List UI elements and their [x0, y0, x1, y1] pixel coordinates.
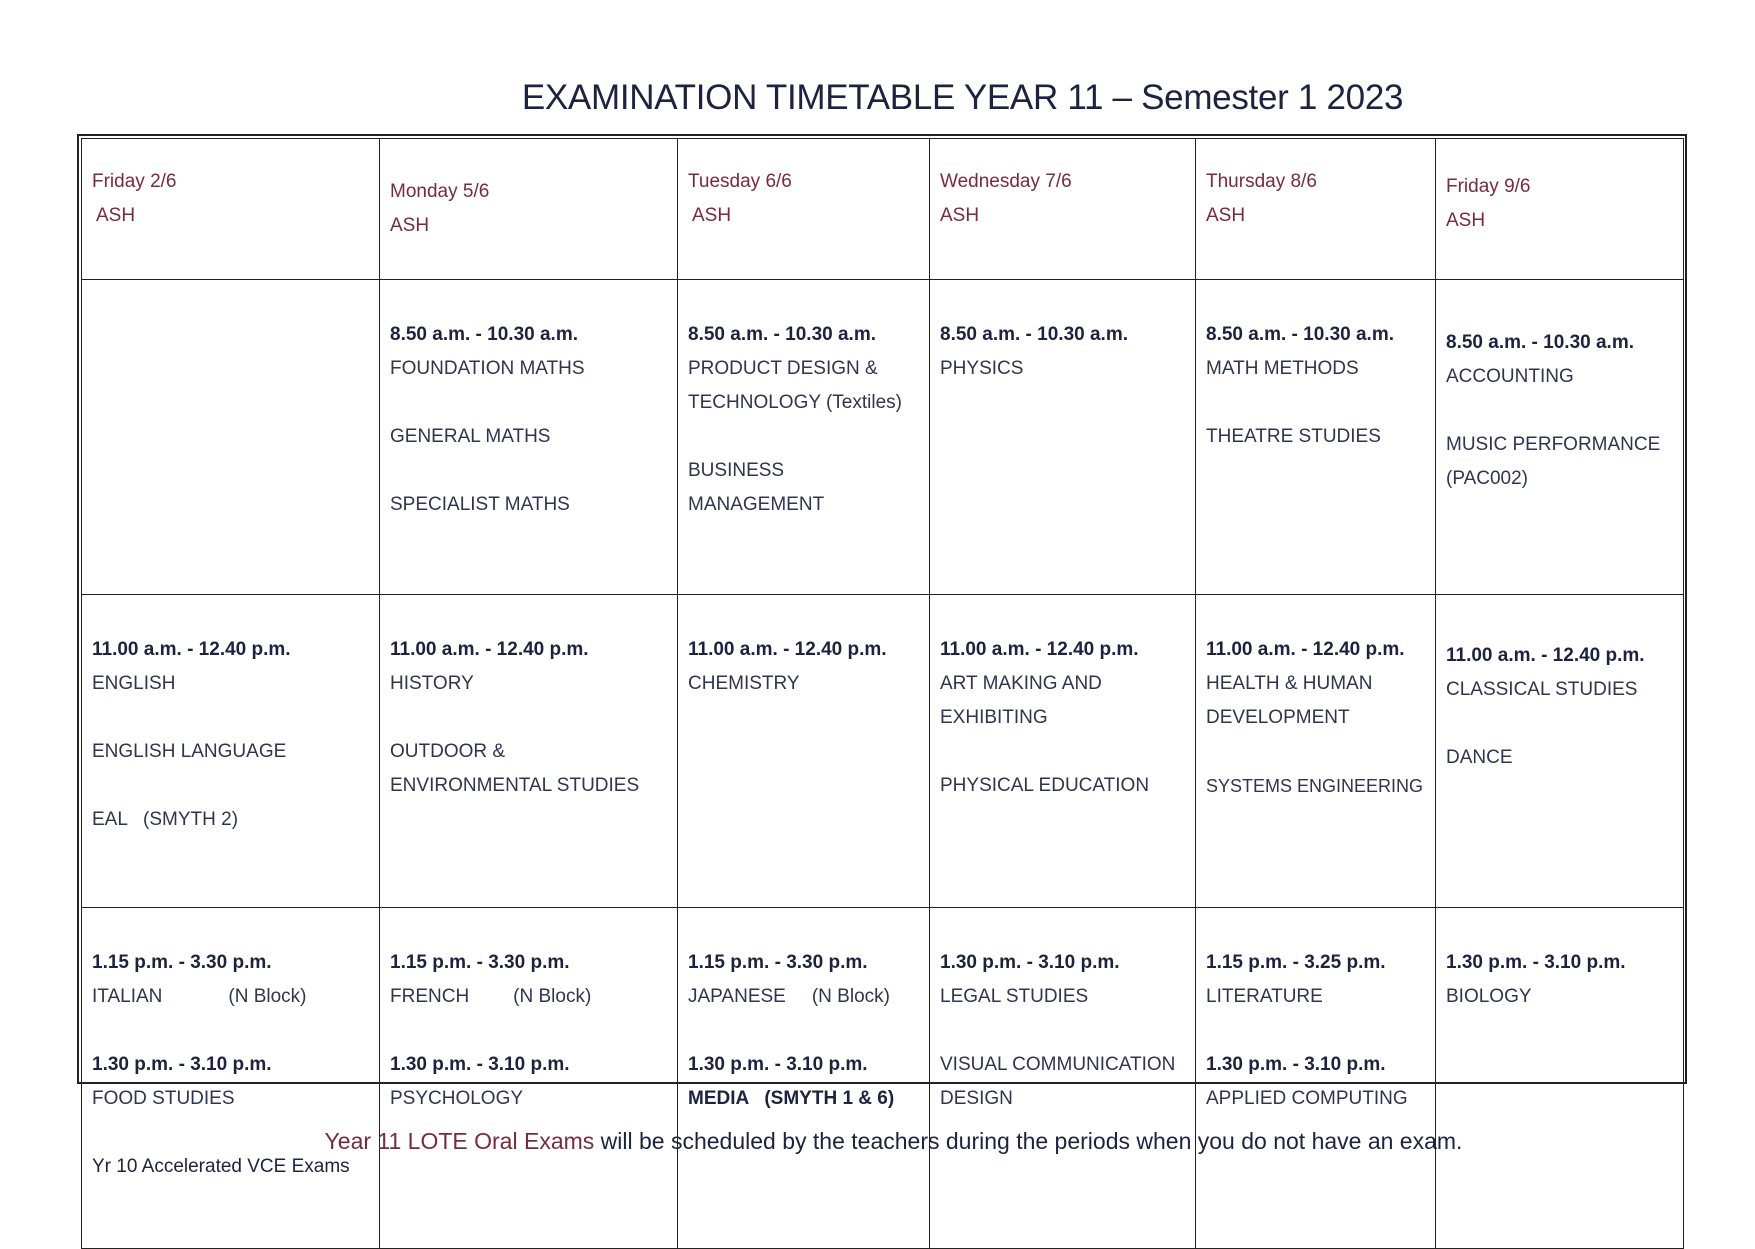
- location-label: ASH: [390, 215, 430, 236]
- cell-thursday-midday: [1196, 595, 1436, 908]
- time-label: 8.50 a.m. - 10.30 a.m.: [688, 324, 877, 345]
- cell-friday-2-afternoon: [82, 908, 380, 1249]
- header-cell-wednesday: [930, 139, 1196, 280]
- day-label: Wednesday 7/6: [940, 171, 1072, 192]
- subject-line: [688, 980, 919, 1014]
- subject-label: DEVELOPMENT: [1206, 707, 1350, 728]
- day-label: Monday 5/6: [390, 181, 490, 202]
- cell-monday-midday: [380, 595, 678, 908]
- subject-label: FOUNDATION MATHS: [390, 358, 585, 379]
- subject-label: PHYSICS: [940, 358, 1024, 379]
- time-label: 8.50 a.m. - 10.30 a.m.: [940, 324, 1129, 345]
- subject-label: OUTDOOR &: [390, 741, 506, 762]
- room-label: (N Block): [228, 986, 307, 1007]
- subject-label: FOOD STUDIES: [92, 1088, 235, 1109]
- subject-label: (PAC002): [1446, 468, 1529, 489]
- day-label: Thursday 8/6: [1206, 171, 1317, 192]
- cell-friday-9-morning: [1436, 280, 1684, 595]
- subject-label: MATH METHODS: [1206, 358, 1359, 379]
- time-label: 8.50 a.m. - 10.30 a.m.: [390, 324, 579, 345]
- time-label: 11.00 a.m. - 12.40 p.m.: [92, 639, 291, 660]
- time-label: 1.30 p.m. - 3.10 p.m.: [1446, 952, 1626, 973]
- subject-label: ACCOUNTING: [1446, 366, 1574, 387]
- timetable: [81, 138, 1684, 1249]
- location-label: ASH: [940, 205, 980, 226]
- subject-label: THEATRE STUDIES: [1206, 426, 1381, 447]
- subject-label: MANAGEMENT: [688, 494, 825, 515]
- subject-label: ENGLISH: [92, 673, 176, 694]
- room-label: (N Block): [513, 986, 592, 1007]
- subject-label: MUSIC PERFORMANCE: [1446, 434, 1661, 455]
- day-label: Friday 9/6: [1446, 176, 1531, 197]
- subject-label: PSYCHOLOGY: [390, 1088, 524, 1109]
- cell-friday-2-midday: [82, 595, 380, 908]
- footer-note: [0, 1128, 1755, 1155]
- cell-tuesday-morning: [678, 280, 930, 595]
- session-row-afternoon: [82, 908, 1684, 1249]
- subject-label: PHYSICAL EDUCATION: [940, 775, 1150, 796]
- subject-label: APPLIED COMPUTING: [1206, 1088, 1408, 1109]
- note-text: will be scheduled by the teachers during the periods when you do not have an exam.: [594, 1128, 1463, 1154]
- subject-label: CHEMISTRY: [688, 673, 800, 694]
- cell-tuesday-afternoon: [678, 908, 930, 1249]
- subject-label: LITERATURE: [1206, 986, 1323, 1007]
- cell-wednesday-midday: [930, 595, 1196, 908]
- cell-wednesday-afternoon: [930, 908, 1196, 1249]
- time-label: 1.15 p.m. - 3.25 p.m.: [1206, 952, 1386, 973]
- location-label: ASH: [1206, 205, 1246, 226]
- header-row: [82, 139, 1684, 280]
- cell-tuesday-midday: [678, 595, 930, 908]
- subject-label: EXHIBITING: [940, 707, 1048, 728]
- header-cell-friday-2: [82, 139, 380, 280]
- subject-label: BIOLOGY: [1446, 986, 1532, 1007]
- location-label: ASH: [1446, 210, 1486, 231]
- note-highlight: Year 11 LOTE Oral Exams: [324, 1128, 595, 1154]
- subject-label: JAPANESE: [688, 986, 786, 1007]
- time-label: 11.00 a.m. - 12.40 p.m.: [1206, 639, 1405, 660]
- time-label: 1.15 p.m. - 3.30 p.m.: [688, 952, 868, 973]
- subject-label: SYSTEMS ENGINEERING: [1206, 776, 1424, 796]
- header-cell-tuesday: [678, 139, 930, 280]
- subject-label: VISUAL COMMUNICATION: [940, 1054, 1176, 1075]
- cell-thursday-morning: [1196, 280, 1436, 595]
- subject-label: SPECIALIST MATHS: [390, 494, 570, 515]
- day-label: Tuesday 6/6: [688, 171, 792, 192]
- time-label: 8.50 a.m. - 10.30 a.m.: [1206, 324, 1395, 345]
- subject-label: CLASSICAL STUDIES: [1446, 679, 1638, 700]
- location-label: ASH: [96, 205, 136, 226]
- time-label: 11.00 a.m. - 12.40 p.m.: [1446, 645, 1645, 666]
- day-label: Friday 2/6: [92, 171, 177, 192]
- cell-monday-afternoon: [380, 908, 678, 1249]
- subject-label: BUSINESS: [688, 460, 785, 481]
- subject-line: [92, 980, 369, 1014]
- time-label: 1.15 p.m. - 3.30 p.m.: [92, 952, 272, 973]
- time-label: 11.00 a.m. - 12.40 p.m.: [940, 639, 1139, 660]
- time-label: 11.00 a.m. - 12.40 p.m.: [390, 639, 589, 660]
- time-label: 1.30 p.m. - 3.10 p.m.: [390, 1054, 570, 1075]
- subject-label: ENVIRONMENTAL STUDIES: [390, 775, 640, 796]
- time-label: 11.00 a.m. - 12.40 p.m.: [688, 639, 887, 660]
- subject-label: Yr 10 Accelerated VCE Exams: [92, 1156, 350, 1177]
- subject-label: ENGLISH LANGUAGE: [92, 741, 287, 762]
- cell-friday-9-afternoon: [1436, 908, 1684, 1249]
- cell-friday-2-morning: [82, 280, 380, 595]
- subject-label: LEGAL STUDIES: [940, 986, 1089, 1007]
- cell-monday-morning: [380, 280, 678, 595]
- time-label: 8.50 a.m. - 10.30 a.m.: [1446, 332, 1635, 353]
- subject-label: FRENCH: [390, 986, 470, 1007]
- subject-label: HISTORY: [390, 673, 474, 694]
- subject-label: GENERAL MATHS: [390, 426, 551, 447]
- room-label: (N Block): [811, 986, 890, 1007]
- subject-label: TECHNOLOGY (Textiles): [688, 392, 902, 413]
- header-cell-friday-9: [1436, 139, 1684, 280]
- time-label: 1.30 p.m. - 3.10 p.m.: [688, 1054, 868, 1075]
- time-label: 1.30 p.m. - 3.10 p.m.: [1206, 1054, 1386, 1075]
- subject-label: MEDIA (SMYTH 1 & 6): [688, 1088, 895, 1109]
- subject-label: DESIGN: [940, 1088, 1013, 1109]
- subject-label: ART MAKING AND: [940, 673, 1102, 694]
- session-row-midday: [82, 595, 1684, 908]
- subject-label: HEALTH & HUMAN: [1206, 673, 1373, 694]
- subject-label: DANCE: [1446, 747, 1513, 768]
- cell-thursday-afternoon: [1196, 908, 1436, 1249]
- subject-label: ITALIAN: [92, 986, 163, 1007]
- subject-label: EAL (SMYTH 2): [92, 809, 239, 830]
- session-row-morning: [82, 280, 1684, 595]
- subject-line: [390, 980, 667, 1014]
- time-label: 1.30 p.m. - 3.10 p.m.: [940, 952, 1120, 973]
- time-label: 1.15 p.m. - 3.30 p.m.: [390, 952, 570, 973]
- page-title: EXAMINATION TIMETABLE YEAR 11 – Semester 1 2023: [521, 78, 1404, 117]
- cell-wednesday-morning: [930, 280, 1196, 595]
- time-label: 1.30 p.m. - 3.10 p.m.: [92, 1054, 272, 1075]
- cell-friday-9-midday: [1436, 595, 1684, 908]
- subject-label: PRODUCT DESIGN &: [688, 358, 878, 379]
- location-label: ASH: [692, 205, 732, 226]
- header-cell-monday: [380, 139, 678, 280]
- header-cell-thursday: [1196, 139, 1436, 280]
